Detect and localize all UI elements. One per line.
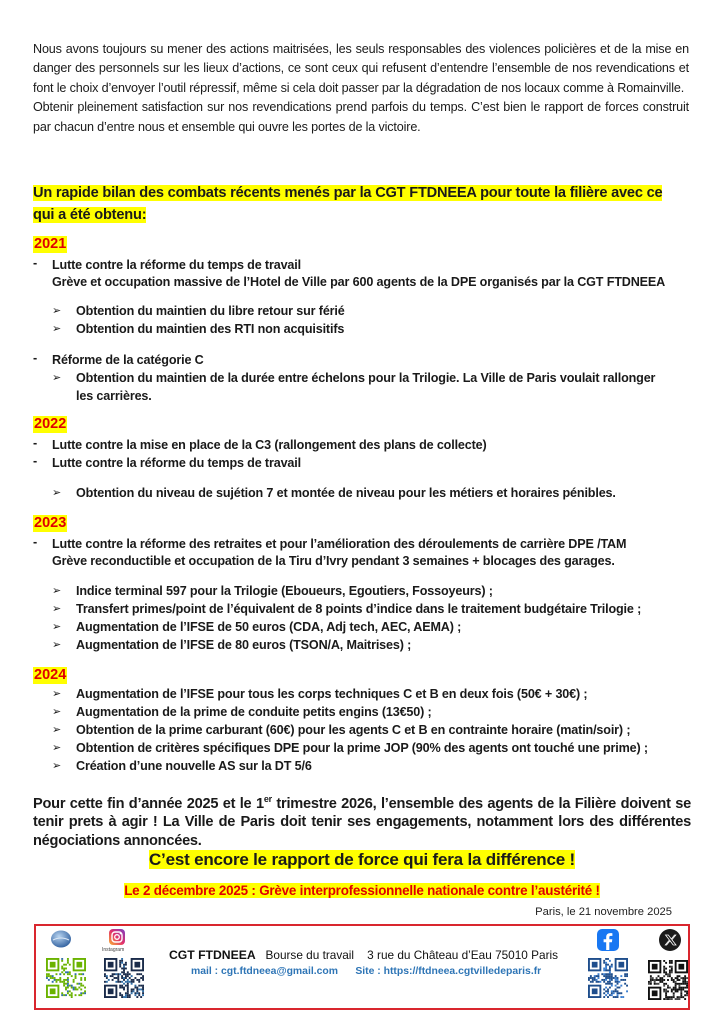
result-item: Transfert primes/point de l’équivalent de 8 points d’indice dans le traitement budgétaire Trilogie ;: [76, 602, 642, 616]
intro-paragraph-2: Obtenir pleinement satisfaction sur nos revendications prend parfois du temps. C’est bien le rapport de forces construit par chacun d’entre nous et ensemble qui ouvre les portes de la victoire.: [33, 100, 689, 134]
arrow-bullet-icon: ➢: [52, 706, 62, 718]
struggle-title: Lutte contre la réforme des retraites et pour l’amélioration des déroulements de carrière DPE /TAM: [52, 537, 627, 551]
year-heading-2022: 2022: [34, 416, 67, 432]
arrow-bullet-icon: ➢: [52, 621, 62, 633]
year-heading-2023: 2023: [34, 515, 67, 531]
result-item: Indice terminal 597 pour la Trilogie (Eboueurs, Egoutiers, Fossoyeurs) ;: [76, 584, 493, 598]
intro-text: [33, 40, 689, 137]
strike-notice-text: Le 2 décembre 2025 : Grève interprofessionnelle nationale contre l’austérité !: [124, 883, 600, 898]
closing-superscript: er: [263, 794, 272, 804]
closing-paragraph: [33, 790, 691, 850]
struggle-title: Lutte contre la réforme du temps de travail: [52, 258, 301, 272]
intro-paragraph-1: Nous avons toujours su mener des actions maitrisées, les seuls responsables des violences policières et de la mise en danger des personnels sur les lieux d’actions, ce sont ceux qui refusent d’entendre l’ensemble de nos revendications et font le choix d’envoyer l’outil répressif, même si cela doit passer par la dégradation de nos locaux comme à Romainville.: [33, 42, 689, 95]
arrow-bullet-icon: ➢: [52, 639, 62, 651]
org-address-line: [169, 948, 558, 962]
org-address: 3 rue du Château d’Eau 75010 Paris: [367, 948, 559, 962]
arrow-bullet-icon: ➢: [52, 487, 62, 499]
instagram-icon[interactable]: [109, 929, 125, 945]
result-item: Création d’une nouvelle AS sur la DT 5/6: [76, 759, 312, 773]
struggle-detail: Grève reconductible et occupation de la Tiru d’Ivry pendant 3 semaines + blocages des garages.: [52, 554, 615, 568]
arrow-bullet-icon: ➢: [52, 760, 62, 772]
year-heading-2021: 2021: [34, 236, 67, 252]
result-item: Augmentation de l’IFSE de 50 euros (CDA, Adj tech, AEC, AEMA) ;: [76, 620, 462, 634]
contact-line: [191, 966, 541, 977]
struggle-title: Lutte contre la mise en place de la C3 (rallongement des plans de collecte): [52, 438, 487, 452]
result-item: Augmentation de la prime de conduite petits engins (13€50) ;: [76, 705, 432, 719]
slogan-text: C’est encore le rapport de force qui fera la différence !: [148, 850, 575, 869]
facebook-qr-code[interactable]: [588, 956, 628, 1000]
arrow-bullet-icon: ➢: [52, 688, 62, 700]
instagram-qr-code[interactable]: [104, 956, 144, 1000]
dash-bullet: -: [33, 351, 38, 365]
closing-text-2: trimestre 2026, l’ensemble des agents de la Filière doivent se tenir prets à agir ! La Ville de Paris doit tenir ses engagements, notamment lors des différentes négociations annoncées.: [33, 795, 691, 849]
globe-logo-icon: [50, 930, 72, 948]
org-name: CGT FTDNEEA: [169, 948, 256, 962]
slogan: [0, 850, 724, 870]
result-item: Augmentation de l’IFSE pour tous les corps techniques C et B en deux fois (50€ + 30€) ;: [76, 687, 588, 701]
arrow-bullet-icon: ➢: [52, 585, 62, 597]
section-title-line-1: Un rapide bilan des combats récents menés par la CGT FTDNEEA pour toute la filière avec ce: [33, 185, 663, 201]
arrow-bullet-icon: ➢: [52, 372, 62, 384]
strike-notice: [0, 882, 724, 899]
result-item: Obtention du maintien de la durée entre échelons pour la Trilogie. La Ville de Paris voulait rallonger: [76, 371, 656, 385]
dash-bullet: -: [33, 454, 38, 468]
struggle-title: Réforme de la catégorie C: [52, 353, 204, 367]
arrow-bullet-icon: ➢: [52, 603, 62, 615]
website-qr-code[interactable]: [46, 956, 86, 1000]
facebook-icon[interactable]: [597, 929, 619, 951]
result-item: Obtention de la prime carburant (60€) pour les agents C et B en contrainte horaire (matin/soir) ;: [76, 723, 631, 737]
result-item: Obtention de critères spécifiques DPE pour la prime JOP (90% des agents ont touché une prime) ;: [76, 741, 648, 755]
section-title-line-2: qui a été obtenu:: [33, 207, 147, 223]
arrow-bullet-icon: ➢: [52, 724, 62, 736]
org-place: Bourse du travail: [265, 948, 355, 962]
result-item: Augmentation de l’IFSE de 80 euros (TSON/A, Maitrises) ;: [76, 638, 412, 652]
closing-text-1: Pour cette fin d’année 2025 et le 1: [33, 795, 264, 812]
date-line: Paris, le 21 novembre 2025: [535, 906, 672, 918]
struggle-detail: Grève et occupation massive de l’Hotel de Ville par 600 agents de la DPE organisés par la CGT FTDNEEA: [52, 275, 666, 289]
result-item-continued: les carrières.: [76, 389, 152, 403]
arrow-bullet-icon: ➢: [52, 305, 62, 317]
result-item: Obtention du maintien des RTI non acquisitifs: [76, 322, 345, 336]
struggle-title: Lutte contre la réforme du temps de travail: [52, 456, 301, 470]
dash-bullet: -: [33, 436, 38, 450]
section-title: [33, 182, 693, 226]
dash-bullet: -: [33, 256, 38, 270]
x-twitter-icon[interactable]: [659, 929, 681, 951]
year-heading-2024: 2024: [34, 667, 67, 683]
x-qr-code[interactable]: [648, 958, 688, 1002]
instagram-caption: Instagram: [102, 947, 125, 953]
result-item: Obtention du maintien du libre retour sur férié: [76, 304, 345, 318]
website-link[interactable]: Site : https://ftdneea.cgtvilledeparis.fr: [355, 966, 542, 977]
email-link[interactable]: mail : cgt.ftdneea@gmail.com: [191, 966, 338, 977]
arrow-bullet-icon: ➢: [52, 323, 62, 335]
result-item: Obtention du niveau de sujétion 7 et montée de niveau pour les métiers et horaires pénibles.: [76, 486, 616, 500]
dash-bullet: -: [33, 535, 38, 549]
arrow-bullet-icon: ➢: [52, 742, 62, 754]
footer-contact-box: [34, 924, 690, 1010]
